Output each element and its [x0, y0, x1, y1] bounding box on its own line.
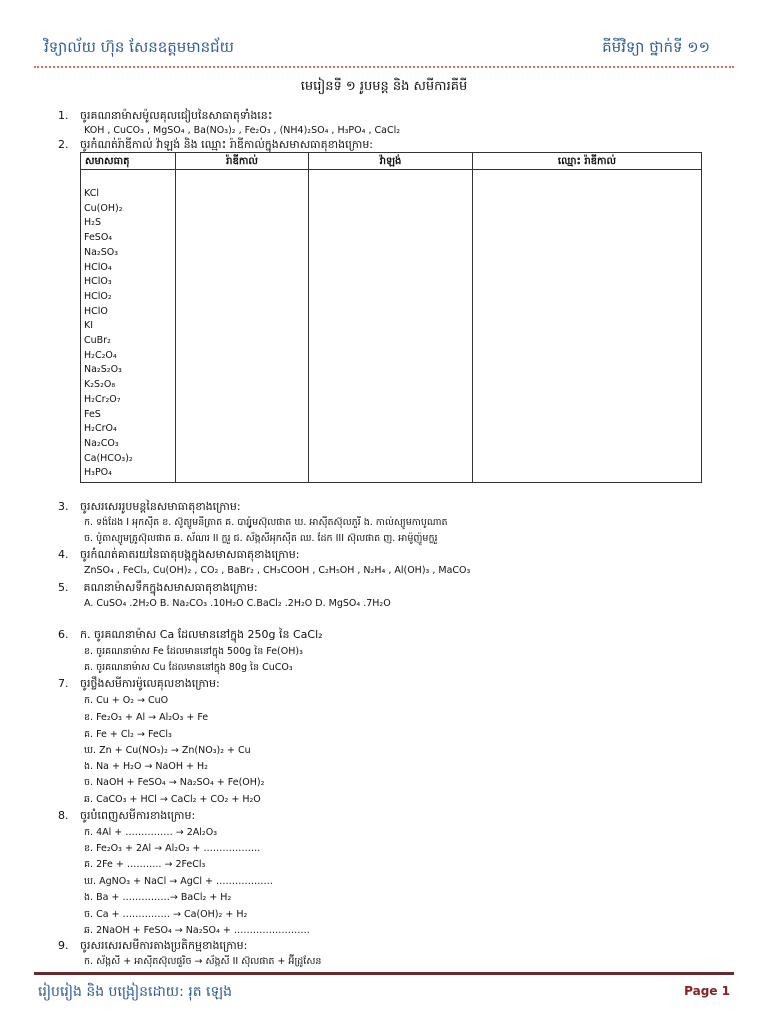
compound-item: Ca(HCO₃)₂: [84, 452, 133, 464]
question-5: 5. គណនាម៉ាសទឹកក្នុងសមាសធាតុខាងក្រោម:: [58, 581, 258, 594]
question-3-text: ចូរសរសេររូបមន្តនៃសមាធាតុខាងក្រោម:: [80, 500, 241, 513]
page-header: [44, 38, 724, 62]
question-1: 1. ចូរគណនាម៉ាសម៉ូលគុលជៀបនៃសាធាតុទាំងនេះ: [58, 109, 273, 122]
question-8: 8. ចូរបំពេញសមីការខាងក្រោម:: [58, 809, 196, 822]
question-6: 6. ក. ចូរគណនាម៉ាស Ca ដែលមាននៅក្នុង 250g នៃ CaCl₂: [58, 628, 323, 641]
question-2: 2. ចូរកំណត់រ៉ាឌីកាល់ វ៉ាឡង់ និង ឈ្មោះ រ៉ាឌីកាល់ក្នុងសមាសធាតុខាងក្រោម:: [58, 138, 374, 151]
question-9-text: ចូរសរសេរសមីការតាងប្រតិកម្មខាងក្រោម:: [80, 939, 248, 952]
compound-item: H₂S: [84, 217, 101, 229]
school-name: វិទ្យាល័យ ហ៊ុន សែនឧត្តមមានជ័យ: [44, 38, 234, 56]
question-4-compounds: ZnSO₄ , FeCl₃, Cu(OH)₂ , CO₂ , BaBr₂ , CH₃COOH , C₂H₅OH , N₂H₄ , Al(OH)₃ , MaCO₃: [84, 565, 471, 576]
footer-divider: [34, 972, 734, 975]
col-compound: សមាសធាតុ: [81, 153, 176, 170]
compound-item: KI: [84, 320, 94, 332]
compound-item: HClO₂: [84, 290, 112, 302]
question-6-b: ខ. ចូរគណនាម៉ាស Fe ដែលមាននៅក្នុង 500g នៃ Fe(OH)₃: [84, 646, 303, 657]
question-9: 9. ចូរសរសេរសមីការតាងប្រតិកម្មខាងក្រោម:: [58, 939, 248, 952]
equation-8e: ង. Ba + ……………→ BaCl₂ + H₂: [84, 892, 232, 903]
compound-item: Na₂S₂O₃: [84, 364, 122, 376]
question-8-text: ចូរបំពេញសមីការខាងក្រោម:: [80, 809, 196, 822]
compound-item: H₂Cr₂O₇: [84, 393, 121, 405]
compound-item: H₂CrO₄: [84, 423, 117, 435]
col-radical-name: ឈ្មោះ រ៉ាឌីកាល់: [473, 153, 702, 170]
compound-item: KCl: [84, 188, 99, 199]
question-1-compounds: KOH , CuCO₃ , MgSO₄ , Ba(NO₃)₂ , Fe₂O₃ , (NH4)₂SO₄ , H₃PO₄ , CaCl₂: [84, 125, 401, 136]
compound-item: HClO₄: [84, 261, 112, 273]
equation-7g: ឆ. CaCO₃ + HCl → CaCl₂ + CO₂ + H₂O: [84, 794, 261, 805]
equation-8a: ក. 4Al + …………… → 2Al₂O₃: [84, 827, 218, 838]
subject-grade: គីមីវិទ្យា ថ្នាក់ទី ១១: [602, 38, 710, 56]
header-divider: [34, 66, 734, 68]
equation-7e: ង. Na + H₂O → NaOH + H₂: [84, 761, 208, 772]
compound-item: FeS: [84, 408, 101, 420]
valence-cell[interactable]: [309, 170, 473, 483]
equation-8c: គ. 2Fe + ……….. → 2FeCl₃: [84, 859, 206, 870]
col-valence: វ៉ាឡង់: [309, 153, 473, 170]
equation-7f: ច. NaOH + FeSO₄ → Na₂SO₄ + Fe(OH)₂: [84, 777, 265, 788]
equation-8b: ខ. Fe₂O₃ + 2Al → Al₂O₃ + ………………: [84, 843, 261, 854]
compound-item: H₃PO₄: [84, 467, 112, 479]
equation-7d: ឃ. Zn + Cu(NO₃)₂ → Zn(NO₃)₂ + Cu: [84, 745, 251, 756]
compound-cell: [81, 170, 176, 483]
compound-item: HClO₃: [84, 276, 112, 288]
compound-list: [81, 170, 175, 481]
question-5-text: គណនាម៉ាសទឹកក្នុងសមាសធាតុខាងក្រោម:: [80, 581, 258, 594]
compound-item: Na₂SO₃: [84, 246, 119, 258]
question-3-line-2: ច. ប៉ូតាស្យូមត្រូស៊ុលផាត ឆ. ស័ណរ II ក្លរួ ជ. ស័ង្កសីអុកស៊ីត ឈ. ដែក III ស៊ុលផាត ញ. អាម៉ូញ៉ូមក្លរួ: [84, 533, 438, 544]
compound-item: K₂S₂O₈: [84, 379, 116, 391]
radical-name-cell[interactable]: [473, 170, 702, 483]
compound-item: Na₂CO₃: [84, 437, 119, 449]
equation-8g: ឆ. 2NaOH + FeSO₄ → Na₂SO₄ + ……………………: [84, 925, 310, 936]
question-5-options: A. CuSO₄ .2H₂O B. Na₂CO₃ .10H₂O C.BaCl₂ .2H₂O D. MgSO₄ .7H₂O: [84, 598, 391, 609]
page-number: Page 1: [684, 984, 730, 998]
compound-item: H₂C₂O₄: [84, 349, 117, 361]
compound-item: CuBr₂: [84, 335, 111, 347]
equation-7b: ខ. Fe₂O₃ + Al → Al₂O₃ + Fe: [84, 712, 209, 723]
radical-table: [80, 152, 702, 483]
equation-8f: ច. Ca + …………… → Ca(OH)₂ + H₂: [84, 909, 248, 920]
compound-item: Cu(OH)₂: [84, 202, 123, 214]
equation-8d: ឃ. AgNO₃ + NaCl → AgCl + ………………: [84, 876, 274, 887]
question-3-line-1: ក. ទង់ដែង I អុកស៊ីត ខ. ស៊ូត្យូមនីត្រាត គ. បារ្យ៉ូមស៊ុលផាត ឃ. អាស៊ីតស៊ុលភួរី ង. កាល់ស្យូមកាបូណាត: [84, 517, 448, 528]
question-6-a: ក. ចូរគណនាម៉ាស Ca ដែលមាននៅក្នុង 250g នៃ CaCl₂: [80, 628, 323, 641]
question-4-text: ចូរកំណត់គាតរយនៃធាតុបង្កក្នុងសមាសធាតុខាងក្រោម:: [80, 548, 300, 561]
question-6-c: គ. ចូរគណនាម៉ាស Cu ដែលមាននៅក្នុង 80g នៃ CuCO₃: [84, 662, 293, 673]
question-7: 7. ចូរថ្លឹងសមីការម៉ូលេគុលខាងក្រោម:: [58, 677, 220, 690]
radical-cell[interactable]: [176, 170, 309, 483]
compound-item: HClO: [84, 305, 108, 317]
question-2-text: ចូរកំណត់រ៉ាឌីកាល់ វ៉ាឡង់ និង ឈ្មោះ រ៉ាឌីកាល់ក្នុងសមាសធាតុខាងក្រោម:: [80, 138, 374, 151]
question-4: 4. ចូរកំណត់គាតរយនៃធាតុបង្កក្នុងសមាសធាតុខាងក្រោម:: [58, 548, 300, 561]
lesson-title: មេរៀនទី ១ រូបមន្ត និង សមីការគីមី: [300, 79, 468, 94]
col-radical: រ៉ាឌីកាល់: [176, 153, 309, 170]
question-1-text: ចូរគណនាម៉ាសម៉ូលគុលជៀបនៃសាធាតុទាំងនេះ: [80, 109, 273, 122]
footer-author: រៀបរៀង និង បង្រៀនដោយ: រុត ឡេង: [38, 984, 233, 1000]
question-3: 3. ចូរសរសេររូបមន្តនៃសមាធាតុខាងក្រោម:: [58, 500, 241, 513]
compound-item: FeSO₄: [84, 232, 113, 244]
equation-7c: គ. Fe + Cl₂ → FeCl₃: [84, 729, 172, 740]
question-9-reaction: ក. ស័ង្កសី + អាស៊ីតស៊ុលផួរិច → ស័ង្កសី II ស៊ុលផាត + អ៊ីដ្រូសែន: [84, 956, 322, 967]
equation-7a: ក. Cu + O₂ → CuO: [84, 695, 169, 706]
question-7-text: ចូរថ្លឹងសមីការម៉ូលេគុលខាងក្រោម:: [80, 677, 220, 690]
